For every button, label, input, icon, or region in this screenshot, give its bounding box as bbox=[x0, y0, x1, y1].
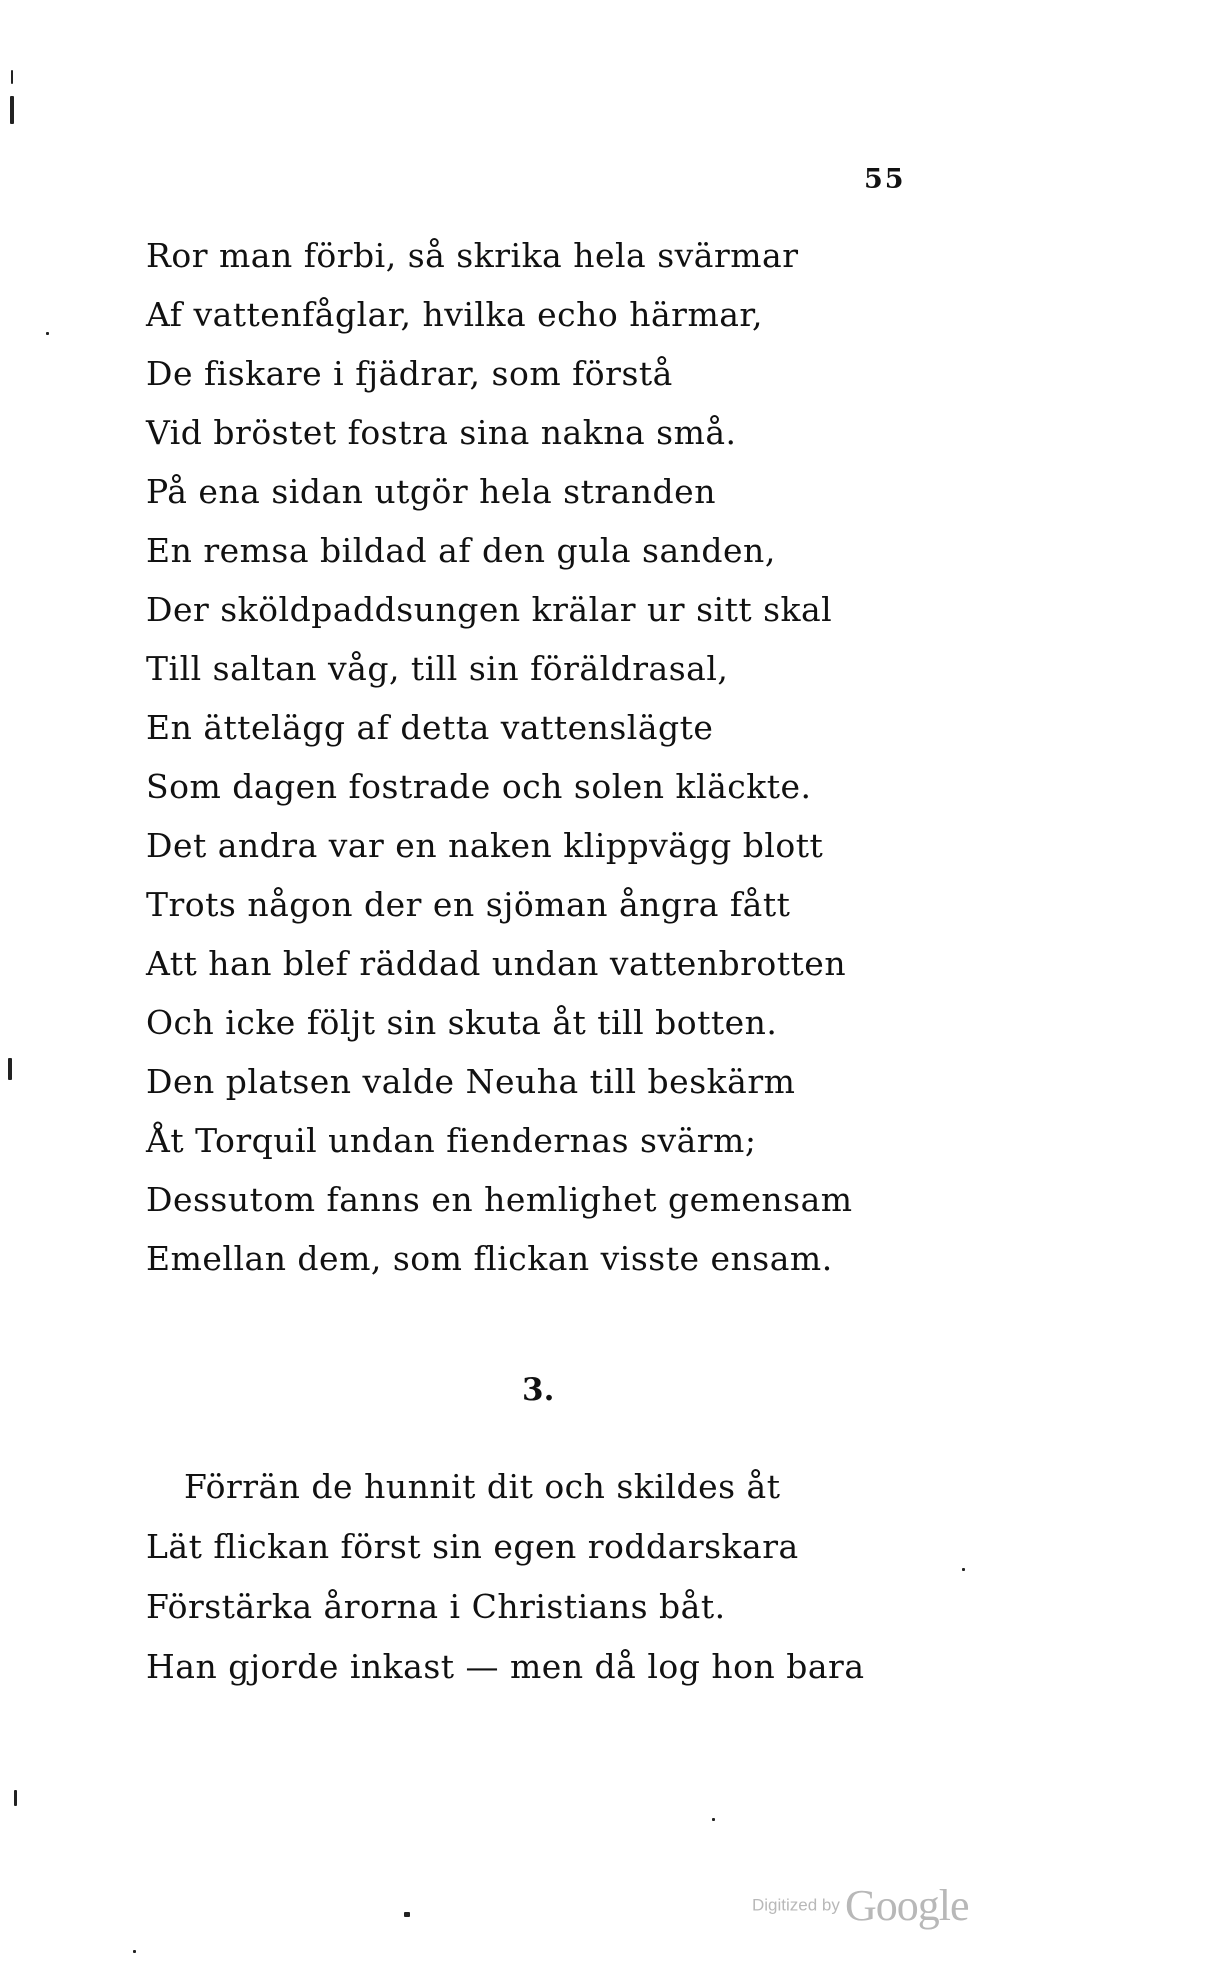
verse-line: Förstärka årorna i Christians båt. bbox=[146, 1587, 726, 1626]
verse-line: Och icke följt sin skuta åt till botten. bbox=[146, 1003, 778, 1042]
verse-line: Åt Torquil undan fiendernas svärm; bbox=[146, 1121, 757, 1160]
verse-line: Det andra var en naken klippvägg blott bbox=[146, 826, 824, 865]
verse-line: Lät flickan först sin egen roddarskara bbox=[146, 1527, 799, 1566]
scan-mark bbox=[14, 1790, 17, 1806]
verse-line: Till saltan våg, till sin föräldrasal, bbox=[146, 649, 729, 688]
scan-mark bbox=[10, 96, 14, 124]
stanza-1 bbox=[146, 226, 853, 1288]
verse-line: Den platsen valde Neuha till beskärm bbox=[146, 1062, 796, 1101]
verse-line: Att han blef räddad undan vattenbrotten bbox=[146, 944, 847, 983]
verse-line: En ättelägg af detta vattenslägte bbox=[146, 708, 714, 747]
scan-mark bbox=[133, 1950, 136, 1953]
page-number: 55 bbox=[864, 164, 906, 195]
watermark-prefix: Digitized by bbox=[752, 1895, 840, 1915]
section-number: 3. bbox=[522, 1372, 555, 1408]
scan-mark bbox=[11, 70, 13, 84]
scan-mark bbox=[8, 1058, 12, 1080]
verse-line: Trots någon der en sjöman ångra fått bbox=[146, 885, 791, 924]
stanza-2 bbox=[146, 1457, 865, 1697]
digitized-by-watermark bbox=[752, 1880, 969, 1931]
verse-line: De fiskare i fjädrar, som förstå bbox=[146, 354, 673, 393]
scan-mark bbox=[712, 1818, 715, 1821]
scan-mark bbox=[404, 1912, 410, 1917]
verse-line: Han gjorde inkast — men då log hon bara bbox=[146, 1647, 865, 1686]
verse-line: Som dagen fostrade och solen kläckte. bbox=[146, 767, 812, 806]
verse-line: Förrän de hunnit dit och skildes åt bbox=[184, 1467, 781, 1506]
verse-line: Vid bröstet fostra sina nakna små. bbox=[146, 413, 737, 452]
verse-line: På ena sidan utgör hela stranden bbox=[146, 472, 716, 511]
verse-line: Emellan dem, som flickan visste ensam. bbox=[146, 1239, 833, 1278]
verse-line: En remsa bildad af den gula sanden, bbox=[146, 531, 776, 570]
scan-mark bbox=[46, 332, 49, 335]
scan-mark bbox=[962, 1568, 965, 1571]
verse-line: Dessutom fanns en hemlighet gemensam bbox=[146, 1180, 853, 1219]
verse-line: Der sköldpaddsungen krälar ur sitt skal bbox=[146, 590, 833, 629]
verse-line: Af vattenfåglar, hvilka echo härmar, bbox=[146, 295, 764, 334]
verse-line: Ror man förbi, så skrika hela svärmar bbox=[146, 236, 799, 275]
google-logo: Google bbox=[844, 1881, 969, 1930]
